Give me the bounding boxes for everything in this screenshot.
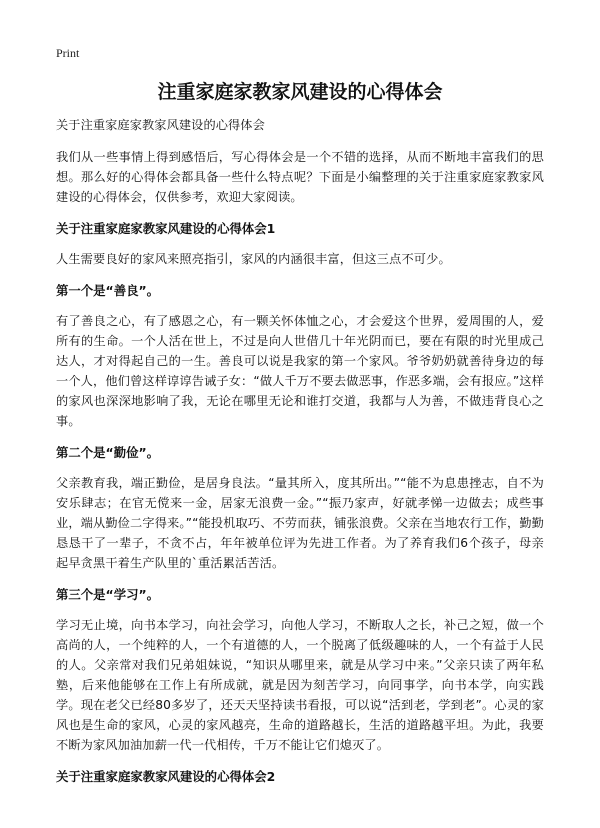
point-1-body: 有了善良之心，有了感恩之心，有一颗关怀体恤之心，才会爱这个世界，爱周围的人，爱所有的生命。一个人活在世上，不过是向人世借几十年光阴而已，要在有限的时光里成己达人，才对得起自己的一生。善良可以说是我家的第一个家风。爷爷奶奶就善待身边的每一个人，他们曾这样谆谆告诫子女：“做人千万不要去做恶事，作恶多端，会有报应。”这样的家风也深深地影响了我，无论在哪里无论和谁打交道，我都与人为善，不做违背良心之事。 <box>56 314 544 428</box>
document-title: 注重家庭家教家风建设的心得体会 <box>157 81 443 103</box>
point-3-heading: 第三个是“学习”。 <box>56 587 160 602</box>
document-subtitle: 关于注重家庭家教家风建设的心得体会 <box>56 118 265 132</box>
point-1-heading: 第一个是“善良”。 <box>56 283 160 298</box>
section-2-heading: 关于注重家庭家教家风建设的心得体会2 <box>56 769 276 784</box>
section-1-heading: 关于注重家庭家教家风建设的心得体会1 <box>56 221 276 236</box>
intro-paragraph: 我们从一些事情上得到感悟后，写心得体会是一个不错的选择，从而不断地丰富我们的思想。那么好的心得体会都具备一些什么特点呢？下面是小编整理的关于注重家庭家教家风建设的心得体会，仅供参考，欢迎大家阅读。 <box>56 150 544 204</box>
point-2-heading: 第二个是“勤俭”。 <box>56 445 160 460</box>
point-2-body: 父亲教育我，端正勤俭，是居身良法。“量其所入，度其所出。”“能不为息患挫志，自不为安乐肆志；在官无傥来一金，居家无浪费一金。”“振乃家声，好就孝悌一边做去；成些事业，端从勤俭二字得来。”“能投机取巧、不劳而获，铺张浪费。父亲在当地农行工作，勤勤恳恳干了一辈子，不贪不占，年年被单位评为先进工作者。为了养育我们6个孩子，母亲起早贪黑干着生产队里的`重活累活苦活。 <box>56 476 544 570</box>
point-3-body: 学习无止境，向书本学习，向社会学习，向他人学习，不断取人之长，补己之短，做一个高尚的人，一个纯粹的人，一个有道德的人，一个脱离了低级趣味的人，一个有益于人民的人。父亲常对我们兄弟姐妹说，“知识从哪里来，就是从学习中来。”父亲只读了两年私塾，后来他能够在工作上有所成就，就是因为刻苦学习，向同事学，向书本学，向实践学。现在老父已经80多岁了，还天天坚持读书看报，可以说“活到老，学到老”。心灵的家风也是生命的家风，心灵的家风越亮，生命的道路越长，生活的道路越平坦。为此，我要不断为家风加油加薪一代一代相传，千万不能让它们熄灭了。 <box>56 618 544 752</box>
section-1-lead: 人生需要良好的家风来照亮指引，家风的内涵很丰富，但这三点不可少。 <box>56 252 451 266</box>
print-link[interactable]: Print <box>56 46 80 60</box>
